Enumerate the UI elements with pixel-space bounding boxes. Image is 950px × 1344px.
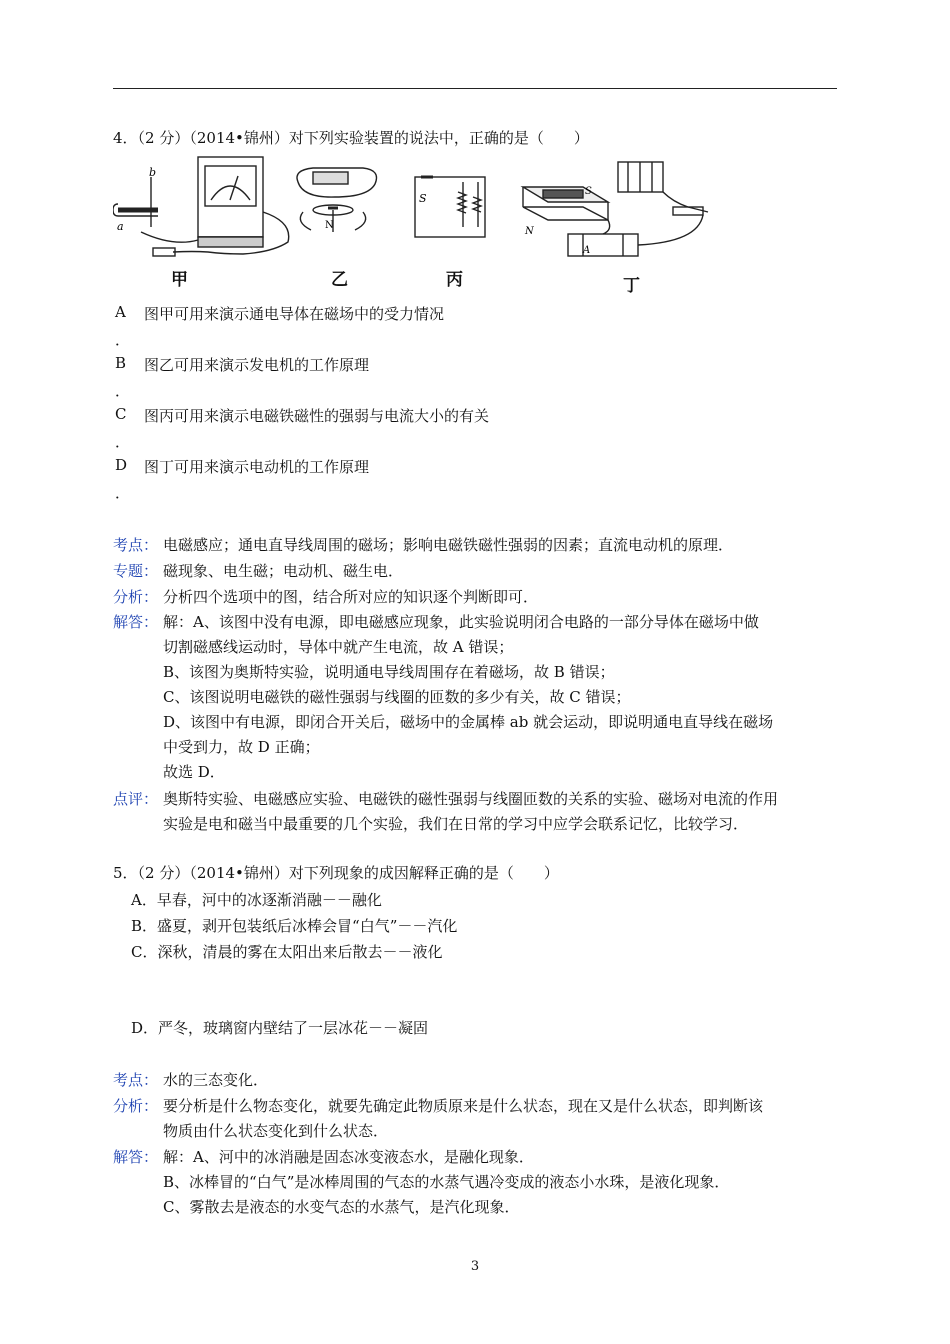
q5-option-d: D．严冬，玻璃窗内壁结了一层冰花－－凝固 bbox=[131, 1019, 429, 1037]
q5-option-a: A．早春，河中的冰逐渐消融－－融化 bbox=[131, 891, 382, 909]
q5-jieda-line-1: 解：A、河中的冰消融是固态冰变液态水，是融化现象． bbox=[163, 1148, 534, 1166]
q5-fenxi-line-1: 要分析是什么物态变化，就要先确定此物质原来是什么状态，现在又是什么状态，即判断该 bbox=[163, 1097, 764, 1115]
q5-option-b: B．盛夏，剥开包装纸后冰棒会冒“白气”－－汽化 bbox=[131, 917, 458, 935]
q4-fenxi-text: 分析四个选项中的图，结合所对应的知识逐个判断即可． bbox=[163, 588, 539, 606]
q4-option-d-letter: D bbox=[115, 456, 128, 474]
q4-option-a-dot: ． bbox=[115, 331, 131, 349]
q4-zhuanti-text: 磁现象、电生磁；电动机、磁生电． bbox=[163, 562, 404, 580]
figure-letter-n2: N bbox=[525, 226, 534, 237]
q4-option-a-text: 图甲可用来演示通电导体在磁场中的受力情况 bbox=[144, 305, 445, 323]
q4-kaodian-text: 电磁感应；通电直导线周围的磁场；影响电磁铁磁性强弱的因素；直流电动机的原理． bbox=[163, 536, 734, 554]
figure-label-jia: 甲 bbox=[171, 270, 188, 290]
header-rule bbox=[113, 88, 837, 89]
figure-letter-b: b bbox=[149, 166, 157, 179]
q4-option-d-text: 图丁可用来演示电动机的工作原理 bbox=[144, 458, 370, 476]
q4-option-c-letter: C bbox=[115, 405, 127, 423]
q4-stem: 4．（2 分）（2014•锦州）对下列实验装置的说法中，正确的是（ ） bbox=[113, 129, 589, 147]
q5-kaodian-label: 考点： bbox=[113, 1071, 159, 1089]
q4-option-b-letter: B bbox=[115, 354, 127, 372]
q4-jieda-line-3: B、该图为奥斯特实验，说明通电导线周围存在着磁场，故 B 错误； bbox=[163, 663, 615, 681]
q4-option-b-text: 图乙可用来演示发电机的工作原理 bbox=[144, 356, 370, 374]
q4-option-a-letter: A bbox=[115, 303, 126, 321]
figure-letter-s2: S bbox=[585, 186, 592, 197]
q4-jieda-line-6: 中受到力，故 D 正确； bbox=[163, 738, 320, 756]
q5-kaodian-text: 水的三态变化． bbox=[163, 1071, 269, 1089]
q4-dianping-line-2: 实验是电和磁当中最重要的几个实验，我们在日常的学习中应学会联系记忆，比较学习． bbox=[163, 815, 749, 833]
q4-dianping-line-1: 奥斯特实验、电磁感应实验、电磁铁的磁性强弱与线圈匝数的关系的实验、磁场对电流的作用 bbox=[163, 790, 779, 808]
q4-jieda-label: 解答： bbox=[113, 613, 159, 631]
q4-option-c-text: 图丙可用来演示电磁铁磁性的强弱与电流大小的有关 bbox=[144, 407, 490, 425]
page-number: 3 bbox=[470, 1259, 480, 1274]
q5-jieda-line-2: B、冰棒冒的“白气”是冰棒周围的气态的水蒸气遇冷变成的液态小水珠，是液化现象． bbox=[163, 1173, 730, 1191]
q5-fenxi-line-2: 物质由什么状态变化到什么状态． bbox=[163, 1122, 389, 1140]
q4-option-c-dot: ． bbox=[115, 433, 131, 451]
q4-jieda-line-7: 故选 D． bbox=[163, 763, 225, 781]
q4-fenxi-label: 分析： bbox=[113, 588, 159, 606]
q4-jieda-line-4: C、该图说明电磁铁的磁性强弱与线圈的匝数的多少有关，故 C 错误； bbox=[163, 688, 631, 706]
q4-figure bbox=[113, 152, 713, 297]
figure-letter-a: a bbox=[117, 220, 124, 233]
figure-label-ding: 丁 bbox=[623, 276, 640, 296]
q4-option-b-dot: ． bbox=[115, 382, 131, 400]
q4-jieda-line-5: D、该图中有电源，即闭合开关后，磁场中的金属棒 ab 就会运动，即说明通电直导线在磁场 bbox=[163, 713, 774, 731]
figure-letter-a2: A bbox=[583, 245, 591, 256]
q5-stem: 5．（2 分）（2014•锦州）对下列现象的成因解释正确的是（ ） bbox=[113, 864, 559, 882]
figure-label-bing: 丙 bbox=[446, 270, 463, 290]
figure-label-yi: 乙 bbox=[331, 270, 348, 290]
q4-option-d-dot: ． bbox=[115, 484, 131, 502]
q4-kaodian-label: 考点： bbox=[113, 536, 159, 554]
q4-zhuanti-label: 专题： bbox=[113, 562, 159, 580]
q5-jieda-line-3: C、雾散去是液态的水变气态的水蒸气，是汽化现象． bbox=[163, 1198, 520, 1216]
figure-letter-s1: S bbox=[419, 192, 427, 205]
q4-jieda-line-1: 解：A、该图中没有电源，即电磁感应现象，此实验说明闭合电路的一部分导体在磁场中做 bbox=[163, 613, 759, 631]
q4-jieda-line-2: 切割磁感线运动时，导体中就产生电流，故 A 错误； bbox=[163, 638, 514, 656]
q5-option-c: C．深秋，清晨的雾在太阳出来后散去－－液化 bbox=[131, 943, 443, 961]
q4-dianping-label: 点评： bbox=[113, 790, 159, 808]
q5-fenxi-label: 分析： bbox=[113, 1097, 159, 1115]
q5-jieda-label: 解答： bbox=[113, 1148, 159, 1166]
figure-letter-n1: N bbox=[325, 220, 334, 231]
